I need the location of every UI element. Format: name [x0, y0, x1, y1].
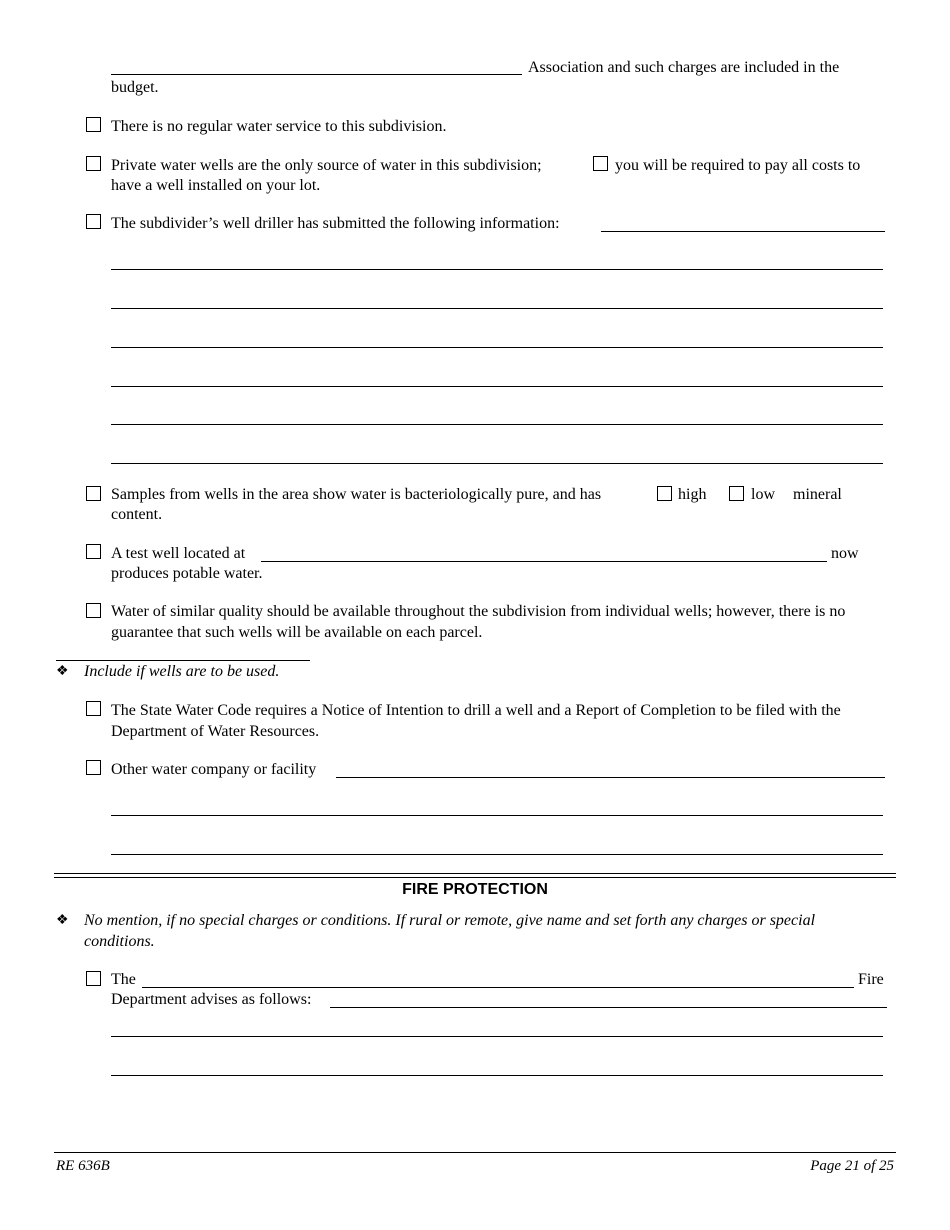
samples-checkbox[interactable] — [86, 486, 101, 501]
driller-info-line-2[interactable] — [111, 308, 883, 309]
other-company-text: Other water company or facility — [111, 761, 317, 778]
samples-low-checkbox[interactable] — [729, 486, 744, 501]
state-water-code-text: The State Water Code requires a Notice of Intention to drill a well and a Report of Completion to be filed with the Department of Water Resources. — [111, 702, 841, 740]
driller-info-fill-line[interactable] — [601, 231, 885, 232]
footer-rule — [54, 1152, 896, 1153]
other-company-checkbox[interactable] — [86, 760, 101, 775]
fire-advises-line-1[interactable] — [111, 1036, 883, 1037]
fire-the-text: The — [111, 971, 136, 988]
fire-advises-text: Department advises as follows: — [111, 991, 312, 1008]
private-wells-checkbox[interactable] — [86, 156, 101, 171]
samples-high-checkbox[interactable] — [657, 486, 672, 501]
fire-word-text: Fire — [858, 971, 884, 988]
fire-note-diamond-icon: ❖ — [56, 913, 69, 928]
driller-info-line-5[interactable] — [111, 424, 883, 425]
private-wells-line2-text: have a well installed on your lot. — [111, 177, 321, 194]
samples-content-text: content. — [111, 506, 163, 523]
driller-info-line-6[interactable] — [111, 463, 883, 464]
private-wells-cost-checkbox[interactable] — [593, 156, 608, 171]
similar-quality-text: Water of similar quality should be available throughout the subdivision from individual wells; however, there is no guarantee that such wells will be available on each parcel. — [111, 603, 846, 641]
state-water-code-checkbox[interactable] — [86, 701, 101, 716]
fire-protection-heading: FIRE PROTECTION — [402, 881, 548, 898]
fire-department-checkbox[interactable] — [86, 971, 101, 986]
private-wells-text: Private water wells are the only source of water in this subdivision; — [111, 157, 542, 174]
samples-low-text: low — [751, 486, 775, 503]
diamond-bullet-icon: ❖ — [56, 664, 69, 679]
fire-advises-line-2[interactable] — [111, 1075, 883, 1076]
page-number: Page 21 of 25 — [810, 1158, 894, 1174]
driller-info-checkbox[interactable] — [86, 214, 101, 229]
test-well-now-text: now — [831, 545, 859, 562]
fire-department-name-fill-line[interactable] — [142, 987, 854, 988]
other-company-line-1[interactable] — [111, 815, 883, 816]
section-divider-top — [54, 873, 896, 874]
form-id: RE 636B — [56, 1158, 110, 1174]
section-divider-bottom — [54, 877, 896, 878]
samples-mineral-text: mineral — [793, 486, 842, 503]
association-continuation-text: Association and such charges are included in the — [528, 59, 840, 76]
test-well-location-fill-line[interactable] — [261, 561, 827, 562]
driller-info-line-1[interactable] — [111, 269, 883, 270]
other-company-line-2[interactable] — [111, 854, 883, 855]
budget-text: budget. — [111, 79, 159, 96]
driller-info-text: The subdivider’s well driller has submitted the following information: — [111, 215, 560, 232]
samples-high-text: high — [678, 486, 707, 503]
driller-info-line-3[interactable] — [111, 347, 883, 348]
samples-text: Samples from wells in the area show water is bacteriologically pure, and has — [111, 486, 602, 503]
private-wells-cost-text: you will be required to pay all costs to — [615, 157, 861, 174]
test-well-line2-text: produces potable water. — [111, 565, 263, 582]
fire-note-text: No mention, if no special charges or conditions. If rural or remote, give name and set forth any charges or special conditions. — [84, 912, 816, 950]
similar-quality-checkbox[interactable] — [86, 603, 101, 618]
association-name-fill-line[interactable] — [111, 74, 522, 75]
test-well-checkbox[interactable] — [86, 544, 101, 559]
test-well-text: A test well located at — [111, 545, 246, 562]
no-regular-service-text: There is no regular water service to this subdivision. — [111, 118, 447, 135]
other-company-fill-line[interactable] — [336, 777, 885, 778]
fire-advises-fill-line[interactable] — [330, 1007, 887, 1008]
wells-note-text: Include if wells are to be used. — [84, 663, 280, 680]
no-regular-service-checkbox[interactable] — [86, 117, 101, 132]
driller-info-line-4[interactable] — [111, 386, 883, 387]
